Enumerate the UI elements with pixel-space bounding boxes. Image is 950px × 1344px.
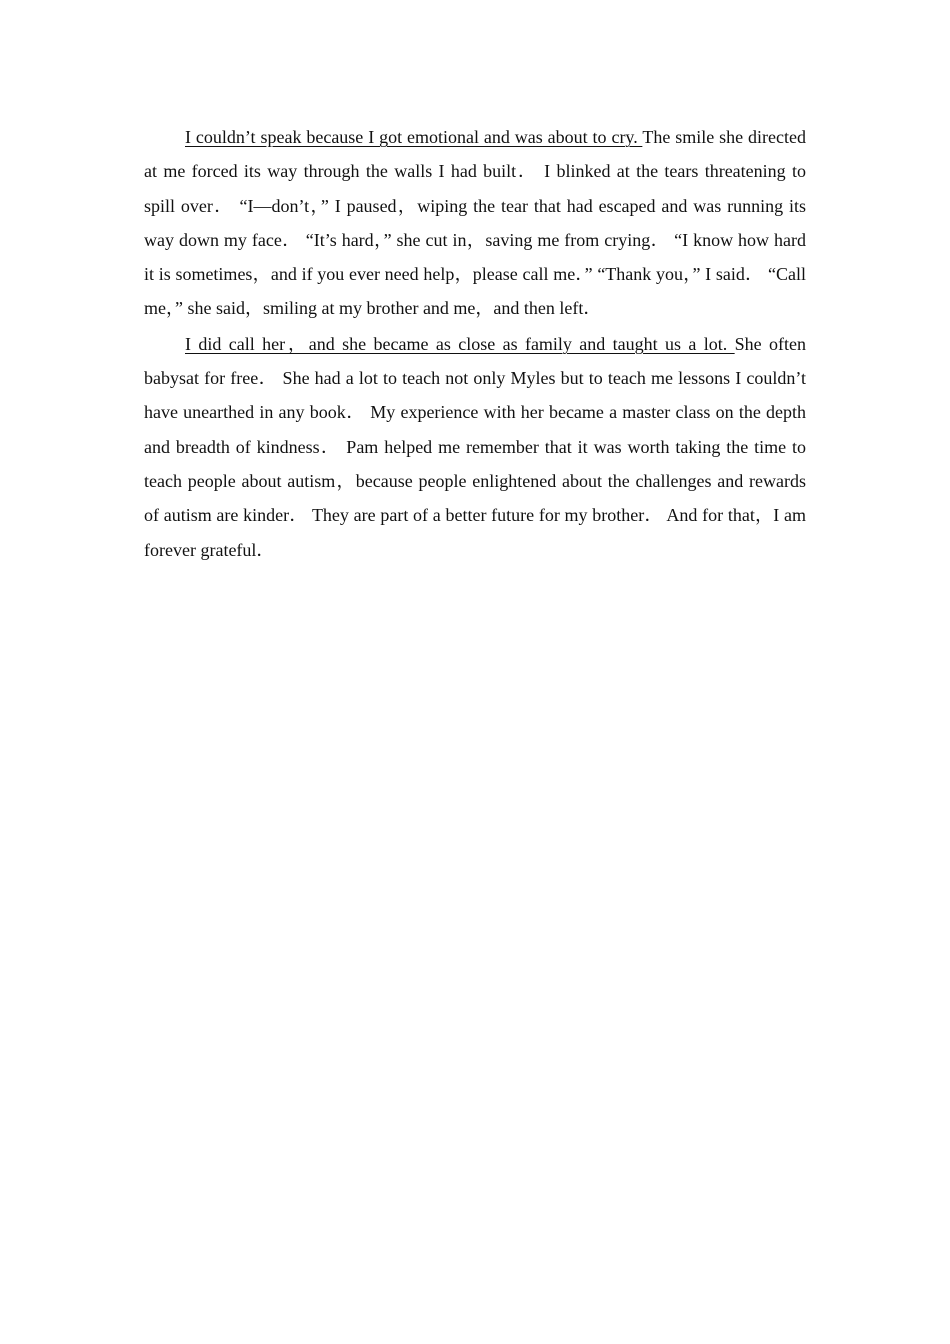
paragraph-1 bbox=[144, 120, 806, 326]
underlined-sentence-2: I did call her，and she became as close as family and taught us a lot. bbox=[185, 333, 735, 354]
paragraph-2 bbox=[144, 327, 806, 567]
underlined-sentence-1: I couldn’t speak because I got emotional and was about to cry. bbox=[185, 127, 643, 147]
paragraph-2-text: She often babysat for free． She had a lot to teach not only Myles but to teach me lessons I couldn’t have unearthed in any book． My experience with her became a master class on the depth and breadth of kindness． Pam helped me remember that it was worth taking the time to teach people about autism，because people enlightened about the challenges and rewards of autism are kinder． They are part of a better future for my brother． And for that，I am forever grateful． bbox=[144, 333, 806, 560]
paragraph-1-text: The smile she directed at me forced its way through the walls I had built． I blinked at the tears threatening to spill over． “I—don’t，” I paused，wiping the tear that had escaped and was running its way down my face． “It’s hard，” she cut in，saving me from crying． “I know how hard it is sometimes，and if you ever need help，please call me．” “Thank you，” I said． “Call me，” she said，smiling at my brother and me，and then left． bbox=[144, 127, 806, 319]
document-body bbox=[144, 120, 806, 567]
